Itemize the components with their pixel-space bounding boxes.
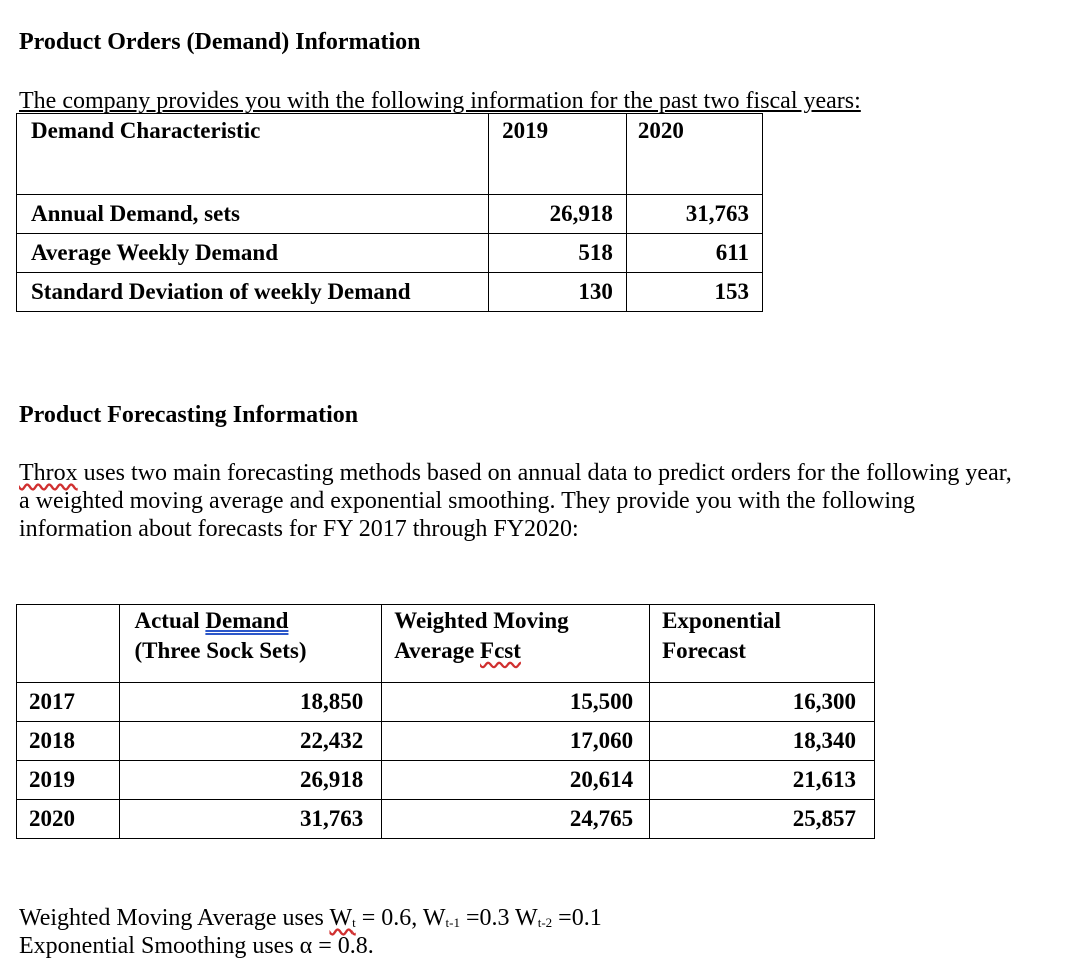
header-text: Forecast: [662, 638, 746, 663]
header-2020: 2020: [626, 114, 762, 195]
row-label: Average Weekly Demand: [17, 234, 489, 273]
header-demand-characteristic: Demand Characteristic: [17, 114, 489, 195]
actual-demand-cell: 22,432: [120, 722, 382, 761]
table-row: [17, 683, 875, 722]
subscript: t-2: [537, 915, 553, 930]
wma-forecast-cell: 20,614: [382, 761, 650, 800]
header-text: Exponential: [662, 608, 781, 633]
table-row: [17, 273, 763, 312]
table-row: [17, 722, 875, 761]
table-row: [17, 761, 875, 800]
paragraph-line-2: a weighted moving average and exponential smoothing. They provide you with the following: [19, 488, 916, 514]
value-2020: 153: [626, 273, 762, 312]
exp-forecast-cell: 16,300: [650, 683, 875, 722]
year-cell: 2019: [17, 761, 120, 800]
year-cell: 2017: [17, 683, 120, 722]
paragraph-line-3: information about forecasts for FY 2017 through FY2020:: [19, 516, 579, 542]
table-row: [17, 195, 763, 234]
forecast-table: [16, 604, 875, 839]
note-text: Weighted Moving Average uses: [19, 905, 330, 931]
actual-demand-cell: 26,918: [120, 761, 382, 800]
header-actual-demand: [120, 605, 382, 683]
demand-intro: The company provides you with the following information for the past two fiscal years:: [19, 88, 861, 114]
table-row: [17, 234, 763, 273]
header-year: [17, 605, 120, 683]
note-text: W: [329, 905, 353, 931]
header-text: Demand: [205, 608, 289, 633]
note-text: = 0.6, W: [355, 905, 446, 931]
forecasting-paragraph: [19, 459, 1079, 543]
header-2019: 2019: [489, 114, 627, 195]
header-weighted-moving-average: [382, 605, 650, 683]
value-2020: 31,763: [626, 195, 762, 234]
weight-symbol: [329, 905, 355, 931]
row-label: Standard Deviation of weekly Demand: [17, 273, 489, 312]
table-row: [17, 800, 875, 839]
header-text: Actual: [134, 608, 206, 633]
header-text: Fcst: [480, 638, 521, 663]
header-exponential-forecast: [650, 605, 875, 683]
demand-table: [16, 113, 763, 312]
exp-forecast-cell: 18,340: [650, 722, 875, 761]
table-header-row: [17, 605, 875, 683]
note-text: =0.3 W: [459, 905, 538, 931]
paragraph-text: uses two main forecasting methods based on annual data to predict orders for the following year,: [77, 460, 1012, 486]
exp-forecast-cell: 25,857: [650, 800, 875, 839]
value-2020: 611: [626, 234, 762, 273]
year-cell: 2020: [17, 800, 120, 839]
exp-forecast-cell: 21,613: [650, 761, 875, 800]
value-2019: 518: [489, 234, 627, 273]
subscript: t-1: [445, 915, 460, 930]
value-2019: 26,918: [489, 195, 627, 234]
section-title-demand: Product Orders (Demand) Information: [19, 29, 421, 55]
wma-forecast-cell: 24,765: [382, 800, 650, 839]
wma-forecast-cell: 17,060: [382, 722, 650, 761]
company-name: Throx: [19, 460, 78, 486]
note-text: =0.1: [552, 905, 602, 931]
exp-smoothing-note: Exponential Smoothing uses α = 0.8.: [19, 933, 374, 959]
subscript: t: [352, 915, 356, 930]
section-title-forecasting: Product Forecasting Information: [19, 402, 359, 428]
header-text: (Three Sock Sets): [134, 638, 307, 663]
header-text: Average: [394, 638, 481, 663]
table-header-row: [17, 114, 763, 195]
value-2019: 130: [489, 273, 627, 312]
actual-demand-cell: 31,763: [120, 800, 382, 839]
paragraph-line-1: [19, 459, 1079, 487]
header-text: Weighted Moving: [394, 608, 569, 633]
year-cell: 2018: [17, 722, 120, 761]
row-label: Annual Demand, sets: [17, 195, 489, 234]
wma-forecast-cell: 15,500: [382, 683, 650, 722]
actual-demand-cell: 18,850: [120, 683, 382, 722]
